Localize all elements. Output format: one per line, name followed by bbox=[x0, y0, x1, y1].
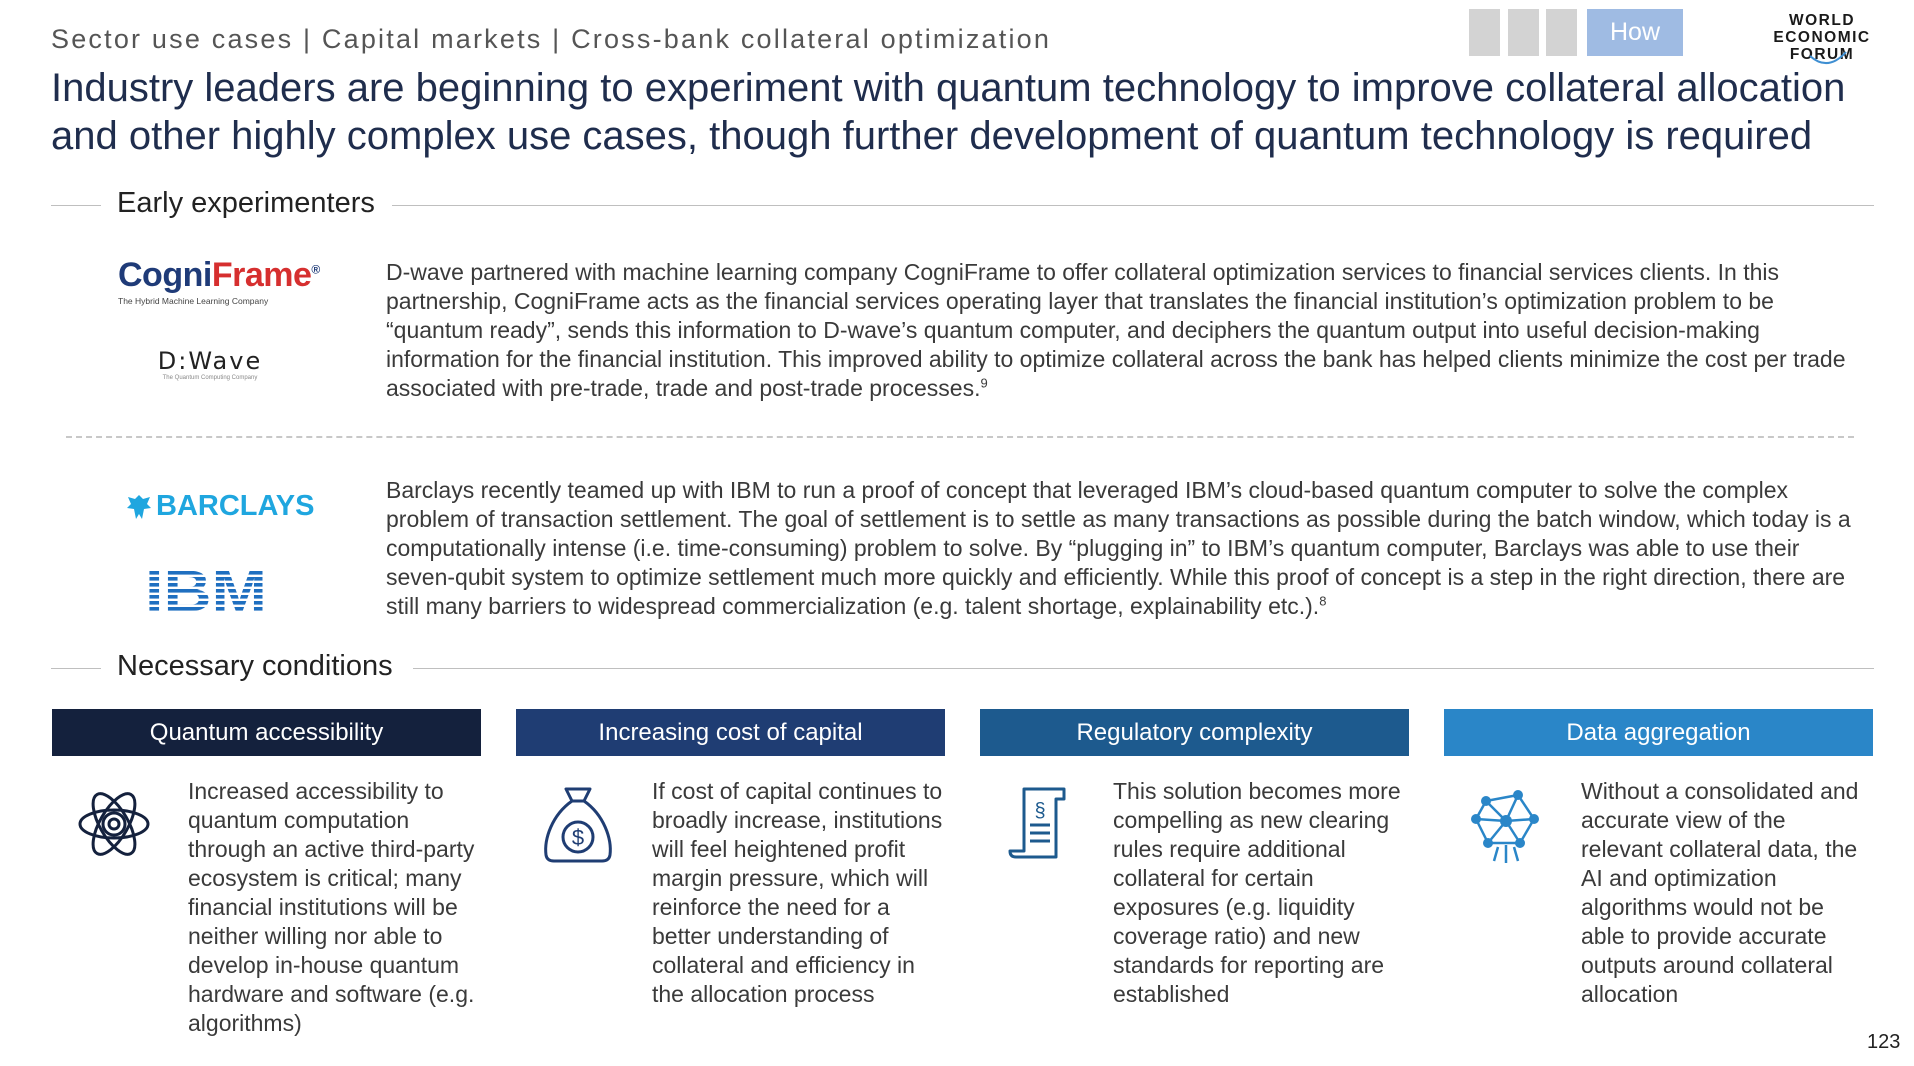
money-bag-icon bbox=[538, 783, 618, 865]
cogniframe-logo-text-accent: Frame bbox=[211, 256, 312, 294]
condition-text-regulatory-complexity: This solution becomes more compelling as new clearing rules require additional collateral for certain exposures (e.g. liquidity coverage ratio) and new standards for reporting are established bbox=[1113, 778, 1401, 1007]
wef-logo-line1: WORLD bbox=[1788, 12, 1856, 29]
wef-logo bbox=[1772, 12, 1872, 72]
condition-text-cost-of-capital: If cost of capital continues to broadly increase, institutions will feel heightened profit margin pressure, which will reinforce the need for a better understanding of collateral and efficiency in the allocation process bbox=[652, 778, 943, 1007]
page-title: Industry leaders are beginning to experiment with quantum technology to improve collateral allocation and other highly complex use cases, though further development of quantum technology is required bbox=[51, 66, 1846, 158]
condition-text-quantum-accessibility: Increased accessibility to quantum computation through an active third-party ecosystem is critical; many financial institutions will be neither willing nor able to develop in-house quantum hardware and software (e.g. algorithms) bbox=[188, 778, 475, 1036]
condition-header-regulatory-complexity: Regulatory complexity bbox=[980, 709, 1409, 756]
nav-box-1[interactable] bbox=[1469, 9, 1500, 56]
section-rule-left bbox=[51, 668, 101, 669]
eagle-icon bbox=[126, 493, 152, 521]
footnote-ref: 9 bbox=[980, 375, 988, 391]
cogniframe-tagline: The Hybrid Machine Learning Company bbox=[118, 296, 269, 306]
regulation-document-icon bbox=[1002, 783, 1082, 865]
breadcrumb: Sector use cases | Capital markets | Cross-bank collateral optimization bbox=[51, 24, 1052, 54]
cogniframe-logo-text: CogniFrame bbox=[118, 256, 312, 294]
section-rule-right bbox=[392, 205, 1874, 206]
wef-logo-line3: FORUM bbox=[1789, 46, 1855, 63]
data-network-icon bbox=[1466, 783, 1546, 865]
nav-box-2[interactable] bbox=[1508, 9, 1539, 56]
early-item-2-text bbox=[386, 476, 1856, 621]
footnote-ref: 8 bbox=[1319, 593, 1327, 609]
early-item-1-text bbox=[386, 258, 1846, 403]
wef-logo-line2: ECONOMIC bbox=[1773, 29, 1871, 46]
svg-text:§: § bbox=[1034, 800, 1046, 822]
page-number: 123 bbox=[1867, 1031, 1901, 1053]
early-item-2-body: Barclays recently teamed up with IBM to run a proof of concept that leveraged IBM’s cloud-based quantum computer to solve the complex problem of transaction settlement. The goal of settlement is to settle as many transactions as possible during the batch window, which today is a computationally intense (i.e. time-consuming) problem to solve. By “plugging in” to IBM’s quantum computer, Barclays was able to use their seven-qubit system to optimize settlement much more quickly and efficiently. While this proof of concept is a step in the right direction, there are still many barriers to widespread commercialization (e.g. talent shortage, explainability etc.). bbox=[386, 477, 1851, 619]
nav-how-button[interactable]: How bbox=[1587, 9, 1683, 56]
cogniframe-logo: CogniFrame® The Hybrid Machine Learning Company bbox=[118, 256, 320, 306]
section-title-conditions: Necessary conditions bbox=[117, 650, 393, 682]
condition-header-data-aggregation: Data aggregation bbox=[1444, 709, 1873, 756]
divider bbox=[66, 436, 1854, 438]
early-item-1-body: D-wave partnered with machine learning company CogniFrame to offer collateral optimization services to financial services clients. In this partnership, CogniFrame acts as the financial services operating layer that translates the financial institution’s optimization problem to be “quantum ready”, sends this information to D-wave’s quantum computer, and deciphers the quantum output into useful decision-making information for the financial institution. This improved ability to optimize collateral across the bank has helped clients minimize the cost per trade associated with pre-trade, trade and post-trade processes. bbox=[386, 259, 1846, 401]
ibm-logo bbox=[144, 565, 269, 613]
condition-header-cost-of-capital: Increasing cost of capital bbox=[516, 709, 945, 756]
section-rule-right bbox=[413, 668, 1874, 669]
barclays-logo bbox=[126, 490, 314, 523]
dwave-logo bbox=[150, 347, 270, 381]
ibm-logo-graphic bbox=[144, 565, 269, 613]
dwave-tagline: The Quantum Computing Company bbox=[162, 375, 258, 381]
atom-icon bbox=[74, 783, 154, 865]
svg-text:$: $ bbox=[571, 825, 585, 850]
condition-header-quantum-accessibility: Quantum accessibility bbox=[52, 709, 481, 756]
nav-box-3[interactable] bbox=[1546, 9, 1577, 56]
section-title-early: Early experimenters bbox=[117, 187, 375, 219]
dwave-logo-text: D:Wave bbox=[157, 347, 263, 375]
barclays-logo-text: BARCLAYS bbox=[156, 490, 315, 522]
condition-text-data-aggregation: Without a consolidated and accurate view of the relevant collateral data, the AI and optimization algorithms would not be able to provide accurate outputs around collateral allocation bbox=[1581, 778, 1859, 1007]
section-rule-left bbox=[51, 205, 101, 206]
